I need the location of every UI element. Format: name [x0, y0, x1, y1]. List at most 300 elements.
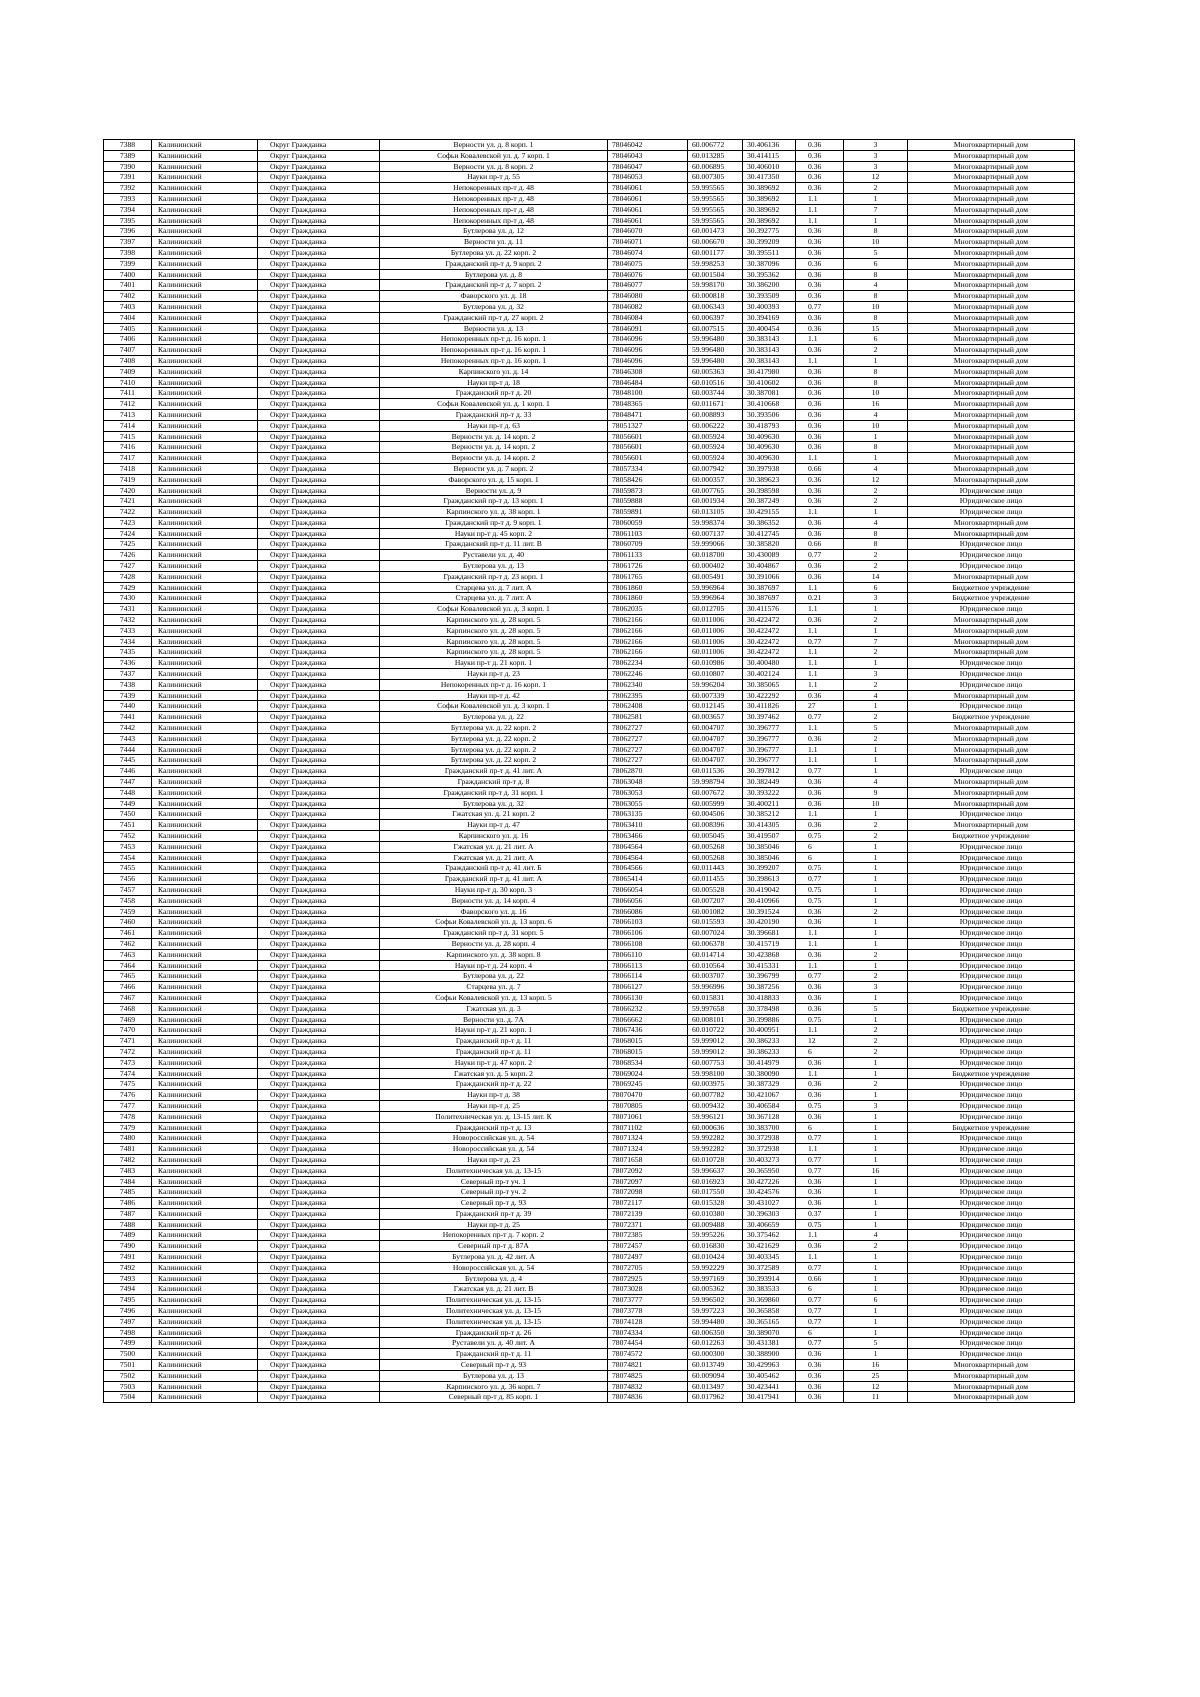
table-row [104, 1133, 1075, 1144]
area-cell: Округ Гражданка [258, 485, 380, 496]
code-cell: 78062340 [608, 679, 688, 690]
address-cell: Бутлерова ул. д. 13 [380, 1370, 608, 1381]
address-cell: Гжатская ул. д. 21 лит. А [380, 841, 608, 852]
area-cell: Округ Гражданка [258, 355, 380, 366]
area-cell: Округ Гражданка [258, 744, 380, 755]
district-cell: Калининский [152, 301, 258, 312]
longitude-cell: 30.389692 [743, 183, 796, 194]
value-cell: 0.36 [796, 917, 844, 928]
code-cell: 78074821 [608, 1360, 688, 1371]
table-row [104, 453, 1075, 464]
type-cell: Юридическое лицо [908, 841, 1075, 852]
area-cell: Округ Гражданка [258, 291, 380, 302]
value-cell: 1.1 [796, 215, 844, 226]
row-number: 7436 [104, 658, 152, 669]
address-cell: Фаворского ул. д. 16 [380, 906, 608, 917]
code-cell: 78071324 [608, 1144, 688, 1155]
value-cell: 0.36 [796, 517, 844, 528]
district-cell: Калининский [152, 561, 258, 572]
district-cell: Калининский [152, 161, 258, 172]
count-cell: 1 [844, 1068, 908, 1079]
area-cell: Округ Гражданка [258, 1046, 380, 1057]
longitude-cell: 30.410602 [743, 377, 796, 388]
value-cell: 0.36 [796, 388, 844, 399]
row-number: 7440 [104, 701, 152, 712]
table-row [104, 323, 1075, 334]
table-row [104, 766, 1075, 777]
table-row [104, 938, 1075, 949]
area-cell: Округ Гражданка [258, 1165, 380, 1176]
district-cell: Калининский [152, 1046, 258, 1057]
table-row [104, 1111, 1075, 1122]
type-cell: Юридическое лицо [908, 507, 1075, 518]
latitude-cell: 59.996480 [688, 345, 743, 356]
table-row [104, 636, 1075, 647]
code-cell: 78069245 [608, 1079, 688, 1090]
row-number: 7413 [104, 409, 152, 420]
district-cell: Калининский [152, 679, 258, 690]
count-cell: 2 [844, 679, 908, 690]
longitude-cell: 30.424576 [743, 1187, 796, 1198]
table-row [104, 528, 1075, 539]
type-cell: Юридическое лицо [908, 604, 1075, 615]
code-cell: 78062166 [608, 647, 688, 658]
row-number: 7471 [104, 1036, 152, 1047]
table-row [104, 269, 1075, 280]
latitude-cell: 60.012705 [688, 604, 743, 615]
address-cell: Бутлерова ул. д. 22 корп. 2 [380, 733, 608, 744]
address-cell: Бутлерова ул. д. 13 [380, 561, 608, 572]
code-cell: 78056601 [608, 431, 688, 442]
longitude-cell: 30.365165 [743, 1316, 796, 1327]
longitude-cell: 30.385046 [743, 841, 796, 852]
type-cell: Юридическое лицо [908, 884, 1075, 895]
table-row [104, 280, 1075, 291]
latitude-cell: 60.015328 [688, 1198, 743, 1209]
latitude-cell: 60.006670 [688, 237, 743, 248]
value-cell: 0.36 [796, 150, 844, 161]
type-cell: Многоквартирный дом [908, 140, 1075, 151]
type-cell: Многоквартирный дом [908, 312, 1075, 323]
longitude-cell: 30.386233 [743, 1046, 796, 1057]
latitude-cell: 60.012145 [688, 701, 743, 712]
row-number: 7443 [104, 733, 152, 744]
type-cell: Юридическое лицо [908, 1111, 1075, 1122]
type-cell: Юридическое лицо [908, 874, 1075, 885]
address-cell: Руставели ул. д. 40 лит. А [380, 1338, 608, 1349]
table-row [104, 895, 1075, 906]
latitude-cell: 60.000636 [688, 1122, 743, 1133]
latitude-cell: 59.996204 [688, 679, 743, 690]
type-cell: Юридическое лицо [908, 1176, 1075, 1187]
count-cell: 8 [844, 312, 908, 323]
district-cell: Калининский [152, 1025, 258, 1036]
latitude-cell: 60.000818 [688, 291, 743, 302]
row-number: 7478 [104, 1111, 152, 1122]
code-cell: 78074572 [608, 1349, 688, 1360]
table-row [104, 355, 1075, 366]
count-cell: 3 [844, 1100, 908, 1111]
type-cell: Юридическое лицо [908, 766, 1075, 777]
longitude-cell: 30.429155 [743, 507, 796, 518]
district-cell: Калининский [152, 625, 258, 636]
table-row [104, 463, 1075, 474]
type-cell: Многоквартирный дом [908, 291, 1075, 302]
area-cell: Округ Гражданка [258, 496, 380, 507]
area-cell: Округ Гражданка [258, 215, 380, 226]
type-cell: Многоквартирный дом [908, 247, 1075, 258]
row-number: 7391 [104, 172, 152, 183]
count-cell: 1 [844, 431, 908, 442]
latitude-cell: 60.006397 [688, 312, 743, 323]
value-cell: 6 [796, 1122, 844, 1133]
count-cell: 2 [844, 647, 908, 658]
type-cell: Юридическое лицо [908, 1036, 1075, 1047]
row-number: 7477 [104, 1100, 152, 1111]
address-cell: Бутлерова ул. д. 22 корп. 2 [380, 247, 608, 258]
code-cell: 78048365 [608, 399, 688, 410]
longitude-cell: 30.414115 [743, 150, 796, 161]
longitude-cell: 30.396681 [743, 928, 796, 939]
table-row [104, 787, 1075, 798]
type-cell: Юридическое лицо [908, 982, 1075, 993]
value-cell: 1.1 [796, 647, 844, 658]
district-cell: Калининский [152, 971, 258, 982]
table-row [104, 237, 1075, 248]
row-number: 7465 [104, 971, 152, 982]
code-cell: 78057334 [608, 463, 688, 474]
district-cell: Калининский [152, 507, 258, 518]
count-cell: 6 [844, 334, 908, 345]
type-cell: Многоквартирный дом [908, 636, 1075, 647]
type-cell: Многоквартирный дом [908, 204, 1075, 215]
code-cell: 78064564 [608, 841, 688, 852]
latitude-cell: 59.996502 [688, 1295, 743, 1306]
longitude-cell: 30.375462 [743, 1230, 796, 1241]
count-cell: 1 [844, 928, 908, 939]
code-cell: 78072385 [608, 1230, 688, 1241]
type-cell: Многоквартирный дом [908, 334, 1075, 345]
address-cell: Старцева ул. д. 7 [380, 982, 608, 993]
latitude-cell: 59.995565 [688, 183, 743, 194]
table-row [104, 409, 1075, 420]
value-cell: 1.1 [796, 669, 844, 680]
count-cell: 16 [844, 399, 908, 410]
table-row [104, 1360, 1075, 1371]
type-cell: Многоквартирный дом [908, 615, 1075, 626]
address-cell: Гжатская ул. д. 3 [380, 1003, 608, 1014]
value-cell: 6 [796, 841, 844, 852]
area-cell: Округ Гражданка [258, 906, 380, 917]
value-cell: 0.36 [796, 777, 844, 788]
count-cell: 16 [844, 1165, 908, 1176]
table-row [104, 777, 1075, 788]
area-cell: Округ Гражданка [258, 615, 380, 626]
longitude-cell: 30.392775 [743, 226, 796, 237]
data-table [103, 139, 1075, 1403]
area-cell: Округ Гражданка [258, 636, 380, 647]
latitude-cell: 59.998100 [688, 1068, 743, 1079]
longitude-cell: 30.396777 [743, 755, 796, 766]
type-cell: Многоквартирный дом [908, 258, 1075, 269]
longitude-cell: 30.393914 [743, 1273, 796, 1284]
longitude-cell: 30.387249 [743, 496, 796, 507]
table-row [104, 226, 1075, 237]
type-cell: Юридическое лицо [908, 1154, 1075, 1165]
longitude-cell: 30.387096 [743, 258, 796, 269]
type-cell: Юридическое лицо [908, 1295, 1075, 1306]
area-cell: Округ Гражданка [258, 1219, 380, 1230]
table-row [104, 334, 1075, 345]
table-row [104, 1176, 1075, 1187]
address-cell: Политехническая ул. д. 13-15 [380, 1165, 608, 1176]
address-cell: Карпинского ул. д. 38 корп. 1 [380, 507, 608, 518]
value-cell: 0.77 [796, 1338, 844, 1349]
table-row [104, 301, 1075, 312]
row-number: 7405 [104, 323, 152, 334]
type-cell: Юридическое лицо [908, 1273, 1075, 1284]
area-cell: Округ Гражданка [258, 1176, 380, 1187]
area-cell: Округ Гражданка [258, 366, 380, 377]
table-row [104, 1198, 1075, 1209]
value-cell: 0.36 [796, 496, 844, 507]
address-cell: Гражданский пр-т д. 41 лит. А [380, 874, 608, 885]
address-cell: Северный пр-т д. 93 [380, 1198, 608, 1209]
table-row [104, 258, 1075, 269]
longitude-cell: 30.367128 [743, 1111, 796, 1122]
row-number: 7448 [104, 787, 152, 798]
value-cell: 1.1 [796, 960, 844, 971]
address-cell: Гжатская ул. д. 5 корп. 2 [380, 1068, 608, 1079]
latitude-cell: 59.992282 [688, 1144, 743, 1155]
code-cell: 78072117 [608, 1198, 688, 1209]
type-cell: Юридическое лицо [908, 1090, 1075, 1101]
value-cell: 0.36 [796, 140, 844, 151]
latitude-cell: 59.997658 [688, 1003, 743, 1014]
area-cell: Округ Гражданка [258, 388, 380, 399]
district-cell: Калининский [152, 755, 258, 766]
district-cell: Калининский [152, 1068, 258, 1079]
area-cell: Округ Гражданка [258, 1338, 380, 1349]
area-cell: Округ Гражданка [258, 1014, 380, 1025]
latitude-cell: 59.996964 [688, 593, 743, 604]
value-cell: 1.1 [796, 928, 844, 939]
latitude-cell: 60.008396 [688, 820, 743, 831]
count-cell: 5 [844, 1003, 908, 1014]
code-cell: 78046075 [608, 258, 688, 269]
longitude-cell: 30.411826 [743, 701, 796, 712]
longitude-cell: 30.429963 [743, 1360, 796, 1371]
latitude-cell: 60.007207 [688, 895, 743, 906]
table-row [104, 1090, 1075, 1101]
area-cell: Округ Гражданка [258, 992, 380, 1003]
row-number: 7439 [104, 690, 152, 701]
area-cell: Округ Гражданка [258, 1144, 380, 1155]
table-row [104, 1165, 1075, 1176]
address-cell: Гражданский пр-т д. 11 лит. В [380, 539, 608, 550]
row-number: 7438 [104, 679, 152, 690]
row-number: 7503 [104, 1381, 152, 1392]
district-cell: Калининский [152, 323, 258, 334]
area-cell: Округ Гражданка [258, 1230, 380, 1241]
area-cell: Округ Гражданка [258, 1327, 380, 1338]
address-cell: Карпинского ул. д. 16 [380, 831, 608, 842]
latitude-cell: 59.998794 [688, 777, 743, 788]
longitude-cell: 30.406659 [743, 1219, 796, 1230]
code-cell: 78072371 [608, 1219, 688, 1230]
latitude-cell: 60.007339 [688, 690, 743, 701]
latitude-cell: 60.011006 [688, 625, 743, 636]
district-cell: Калининский [152, 841, 258, 852]
area-cell: Округ Гражданка [258, 841, 380, 852]
value-cell: 0.36 [796, 1392, 844, 1403]
longitude-cell: 30.422472 [743, 625, 796, 636]
district-cell: Калининский [152, 712, 258, 723]
type-cell: Юридическое лицо [908, 992, 1075, 1003]
district-cell: Калининский [152, 831, 258, 842]
value-cell: 0.36 [796, 172, 844, 183]
value-cell: 6 [796, 852, 844, 863]
district-cell: Калининский [152, 992, 258, 1003]
value-cell: 0.75 [796, 831, 844, 842]
area-cell: Округ Гражданка [258, 1154, 380, 1165]
code-cell: 78062246 [608, 669, 688, 680]
value-cell: 0.36 [796, 323, 844, 334]
value-cell: 0.36 [796, 247, 844, 258]
value-cell: 0.36 [796, 1370, 844, 1381]
address-cell: Науки пр-т д. 25 [380, 1100, 608, 1111]
count-cell: 1 [844, 625, 908, 636]
type-cell: Многоквартирный дом [908, 1381, 1075, 1392]
longitude-cell: 30.406584 [743, 1100, 796, 1111]
table-row [104, 474, 1075, 485]
address-cell: Верности ул. д. 8 корп. 1 [380, 140, 608, 151]
row-number: 7450 [104, 809, 152, 820]
longitude-cell: 30.387256 [743, 982, 796, 993]
count-cell: 2 [844, 550, 908, 561]
latitude-cell: 60.017550 [688, 1187, 743, 1198]
type-cell: Юридическое лицо [908, 949, 1075, 960]
row-number: 7412 [104, 399, 152, 410]
code-cell: 78046080 [608, 291, 688, 302]
value-cell: 0.75 [796, 884, 844, 895]
count-cell: 1 [844, 917, 908, 928]
row-number: 7455 [104, 863, 152, 874]
district-cell: Калининский [152, 1327, 258, 1338]
latitude-cell: 59.996964 [688, 582, 743, 593]
code-cell: 78046091 [608, 323, 688, 334]
type-cell: Многоквартирный дом [908, 1360, 1075, 1371]
table-row [104, 1208, 1075, 1219]
row-number: 7467 [104, 992, 152, 1003]
count-cell: 1 [844, 355, 908, 366]
area-cell: Округ Гражданка [258, 960, 380, 971]
longitude-cell: 30.420190 [743, 917, 796, 928]
area-cell: Округ Гражданка [258, 1090, 380, 1101]
area-cell: Округ Гражданка [258, 323, 380, 334]
count-cell: 4 [844, 1230, 908, 1241]
type-cell: Юридическое лицо [908, 669, 1075, 680]
type-cell: Многоквартирный дом [908, 323, 1075, 334]
longitude-cell: 30.417350 [743, 172, 796, 183]
table-row [104, 183, 1075, 194]
type-cell: Юридическое лицо [908, 1208, 1075, 1219]
table-row [104, 561, 1075, 572]
longitude-cell: 30.387081 [743, 388, 796, 399]
area-cell: Округ Гражданка [258, 269, 380, 280]
type-cell: Многоквартирный дом [908, 345, 1075, 356]
longitude-cell: 30.389692 [743, 215, 796, 226]
address-cell: Бутлерова ул. д. 22 [380, 971, 608, 982]
area-cell: Округ Гражданка [258, 517, 380, 528]
code-cell: 78046076 [608, 269, 688, 280]
table-row [104, 377, 1075, 388]
code-cell: 78074454 [608, 1338, 688, 1349]
table-row [104, 1241, 1075, 1252]
type-cell: Юридическое лицо [908, 1327, 1075, 1338]
type-cell: Многоквартирный дом [908, 431, 1075, 442]
district-cell: Калининский [152, 215, 258, 226]
table-row [104, 291, 1075, 302]
latitude-cell: 60.005268 [688, 852, 743, 863]
table-row [104, 1316, 1075, 1327]
code-cell: 78046308 [608, 366, 688, 377]
count-cell: 1 [844, 1349, 908, 1360]
count-cell: 3 [844, 593, 908, 604]
longitude-cell: 30.405462 [743, 1370, 796, 1381]
value-cell: 0.36 [796, 161, 844, 172]
table-row [104, 733, 1075, 744]
address-cell: Карпинского ул. д. 14 [380, 366, 608, 377]
row-number: 7407 [104, 345, 152, 356]
longitude-cell: 30.421629 [743, 1241, 796, 1252]
row-number: 7402 [104, 291, 152, 302]
row-number: 7400 [104, 269, 152, 280]
table-row [104, 982, 1075, 993]
area-cell: Округ Гражданка [258, 1316, 380, 1327]
row-number: 7426 [104, 550, 152, 561]
longitude-cell: 30.415719 [743, 938, 796, 949]
value-cell: 0.77 [796, 712, 844, 723]
district-cell: Калининский [152, 593, 258, 604]
row-number: 7452 [104, 831, 152, 842]
count-cell: 12 [844, 172, 908, 183]
count-cell: 1 [844, 507, 908, 518]
type-cell: Многоквартирный дом [908, 161, 1075, 172]
table-row [104, 539, 1075, 550]
value-cell: 0.77 [796, 550, 844, 561]
district-cell: Калининский [152, 1252, 258, 1263]
latitude-cell: 60.001934 [688, 496, 743, 507]
count-cell: 2 [844, 1079, 908, 1090]
district-cell: Калининский [152, 150, 258, 161]
area-cell: Округ Гражданка [258, 204, 380, 215]
address-cell: Верности ул. д. 28 корп. 4 [380, 938, 608, 949]
code-cell: 78066086 [608, 906, 688, 917]
latitude-cell: 60.015831 [688, 992, 743, 1003]
district-cell: Калининский [152, 582, 258, 593]
area-cell: Округ Гражданка [258, 820, 380, 831]
row-number: 7395 [104, 215, 152, 226]
code-cell: 78062408 [608, 701, 688, 712]
value-cell: 0.36 [796, 1003, 844, 1014]
code-cell: 78074832 [608, 1381, 688, 1392]
area-cell: Округ Гражданка [258, 377, 380, 388]
value-cell: 0.36 [796, 399, 844, 410]
latitude-cell: 60.007782 [688, 1090, 743, 1101]
address-cell: Верности ул. д. 7А [380, 1014, 608, 1025]
code-cell: 78064566 [608, 863, 688, 874]
